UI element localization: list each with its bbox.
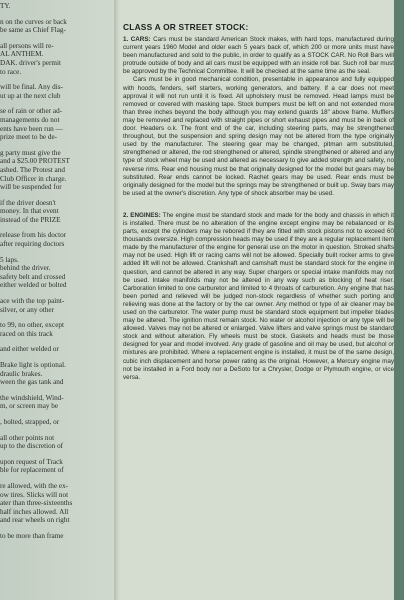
left-column-line: will be final. Any dis- — [0, 83, 63, 92]
left-column-paragraph — [0, 256, 116, 290]
section-cars-text-1: Cars must be standard American Stock makes, with hard tops, manufactured during current years 1960 Model and older each 5 years back of, which 200 or more units must have been manufactured and sold to the public, in order to qualify as a STOCK CAR. No Roll Bars will protrude outside of body and all cars must be equipped with an inside roll bar. Such roll bar must be approved by the Technical Committee. It will be checked at the same time as the seal. — [123, 36, 394, 76]
page-fold-shadow — [114, 0, 120, 600]
left-column-paragraph — [0, 418, 116, 427]
left-column-paragraph — [0, 2, 116, 11]
left-column-line: ace with the top paint- — [0, 297, 65, 306]
left-column-paragraph — [0, 42, 116, 76]
left-column-line: Brake light is optional. — [0, 361, 66, 369]
left-column-paragraph — [0, 149, 116, 192]
left-column-paragraph — [0, 18, 116, 35]
left-column-line: release from his doctor — [0, 231, 67, 240]
left-column-line: to 99, no other, except — [0, 321, 64, 330]
left-column-paragraph — [0, 394, 116, 411]
section-cars-paragraph-2: Cars must be in good mechanical condition, presentable in appearance and fully equipped with hoods, fenders, self starters, working generators, and battery. If a car does not meet approval it will not run until it is fixed. All upholstery must be removed. Head lamps must be removed or covered with masking tape. Stock bumpers must be left on and not extended more than three inches beyond the body although you may extend guards 18" above frame. Mufflers may be removed and replaced with straight pipes or short exhaust pipes and must be in back of door. Headers o.k. The front end of the car, including steering parts, may be strengthened throughout, but the suspension and spring design may not be altered from the type originally used by the manufacturer. The steering gear may be changed, pitman arm substituted, strengthened or altered, the rod strengthened or altered, spindle strengthened or altered and any type of stock wheel may be used and altered as necessary to give added strength and safety, no reverse rims. Rear end housing must be that originally designed for the model but gears may be substituted. Rear ends cannot be locked. Rachet gears may be used. Rear ends must be originally designed for the model but the springs may be strengthened or built up. Sway bars may be used at the owner's discretion. Any type of shock absorber may be used. — [123, 76, 394, 197]
left-column-line: ut up at the next club — [0, 91, 61, 100]
section-cars-paragraph-1 — [123, 36, 394, 76]
left-column-line: up to the discretion of — [0, 442, 64, 451]
left-column-line: g party must give the — [0, 148, 61, 157]
right-column — [123, 22, 394, 594]
left-column-line: upon request of Track — [0, 457, 63, 466]
left-column-paragraph — [0, 434, 116, 451]
section-engines-title: ENGINES: — [130, 211, 161, 219]
left-column-line: ble for replacement of — [0, 466, 64, 475]
left-column-line: , bolted, strapped, or — [0, 417, 60, 426]
left-column-paragraph — [0, 458, 116, 475]
section-engines-text-1: The engine must be standard stock and made for the body and chassis in which it is installed. There must be no alteration of the engine except engine may be rebalanced or its parts, except the cylinders may be rebored if they are fitted with stock pistons not to exceed 60 thousands oversize. High compression heads may be used if they are a regular replacement item made by the manufacturer of the engine for general use on the motor in question. Stroked shafts may not be used. High lift or racing cams will not be allowed. Specially built rocker arms to give added lift will not be allowed. Crankshaft and camshaft must be standard stock for the engine in question, and cannot be altered in any way. Super chargers or special intake manifolds may not be used. Intake manifolds may not be altered in any way such as blocking of heat riser. Carboration limited to one carburetor and limited to 4 throats of carburetion. Any engine that has been ported and relieved will be judged non-stock regardless of whether such porting and relieving was done at the factory or by the car owner. Any method or type of air cleaner may be used on the carburetor. The water pump must be standard stock equipment but impeller blades may be altered. The ignition must remain stock. No water or alcohol injection or any type will be allowed. Valves may not be altered or enlarged. Valve lifters and valve springs must be standard stock and without alteration. Fly wheels must be stock. Gaskets and heads must be those designed for year and model involved. Any grade of gasoline and oil may be used, but alcohol or mixtures are prohibited. Where a replacement engine is installed, it must be of the same design, cubic inch displacement and horse power rating as the original. However, a Mercury engine may not be installed in a Ford body nor a DeSoto for a Chrysler, Dodge or Plymouth engine, or vice versa. — [123, 211, 394, 381]
left-column-paragraph — [0, 231, 116, 248]
left-column-line: m, or screen may be — [0, 402, 59, 411]
left-column-line: silver, or any other — [0, 305, 55, 314]
left-column-paragraph — [0, 361, 116, 387]
left-column-line: to be more than frame — [0, 531, 64, 540]
left-column-line: be same as Chief Flag- — [0, 26, 66, 35]
page-edge-background — [394, 0, 404, 600]
left-column-paragraph — [0, 532, 116, 541]
section-cars-title: CARS: — [130, 36, 151, 43]
section-cars — [123, 36, 394, 198]
left-column-line: DAK. driver's permit — [0, 58, 61, 67]
left-column-line: all other points not — [0, 433, 55, 442]
left-column-line: ashed. The Protest and — [0, 165, 65, 174]
left-column-paragraph — [0, 297, 116, 314]
class-heading: CLASS A OR STREET STOCK: — [123, 22, 249, 32]
left-column-line: re allowed, with the ex- — [0, 481, 69, 490]
section-gap — [123, 204, 394, 212]
left-column-line: AL ANTHEM. — [0, 50, 44, 59]
section-engines-number: 2. — [123, 211, 129, 219]
left-column-line: 5 laps. — [0, 255, 19, 264]
left-column-line: Club Officer in charge. — [0, 174, 67, 183]
left-column-paragraph — [0, 345, 116, 354]
left-column-line: money. In that event — [0, 207, 59, 216]
left-column-line: behind the driver. — [0, 264, 51, 273]
left-column-line: will be suspended for — [0, 183, 62, 192]
section-engines — [123, 212, 394, 382]
left-column-cropped-text — [0, 0, 116, 600]
left-column-line: ween the gas tank and — [0, 378, 64, 387]
left-column-line: to race. — [0, 67, 22, 76]
left-column-line: ater than three-sixteenths — [0, 499, 73, 508]
left-column-line: if the driver doesn't — [0, 198, 56, 207]
left-column-line: n on the curves or back — [0, 17, 67, 26]
left-column-line: and either welded or — [0, 345, 59, 354]
left-column-line: and rear wheels on right — [0, 516, 70, 525]
left-column-line: half inches allowed. All — [0, 507, 69, 516]
left-column-line: prize meet to be de- — [0, 133, 58, 142]
left-column-line: the windshield, Wind- — [0, 393, 64, 402]
left-column-line: draulic brakes. — [0, 369, 43, 378]
left-column-line: safety belt and crossed — [0, 272, 66, 281]
left-column-paragraph — [0, 482, 116, 525]
left-column-line: all persons will re- — [0, 41, 54, 50]
left-column-paragraph — [0, 199, 116, 225]
left-column-line: raced on this track — [0, 329, 53, 338]
left-column-line: managements do not — [0, 115, 60, 124]
left-column-line: after requiring doctors — [0, 240, 65, 249]
left-column-line: ents have been run — — [0, 124, 63, 133]
section-engines-paragraph-1 — [123, 212, 394, 382]
left-column-paragraph — [0, 321, 116, 338]
left-column-line: TY. — [0, 2, 11, 10]
left-column-line: se of rain or other ad- — [0, 107, 63, 116]
left-column-paragraph — [0, 107, 116, 141]
left-column-paragraph — [0, 83, 116, 100]
left-column-line: ow tires. Slicks will not — [0, 490, 69, 499]
left-column-line: either welded or bolted — [0, 281, 67, 290]
left-column-line: instead of the PRIZE — [0, 215, 61, 224]
section-cars-number: 1. — [123, 36, 129, 43]
left-column-line: and a $25.00 PROTEST — [0, 157, 70, 166]
